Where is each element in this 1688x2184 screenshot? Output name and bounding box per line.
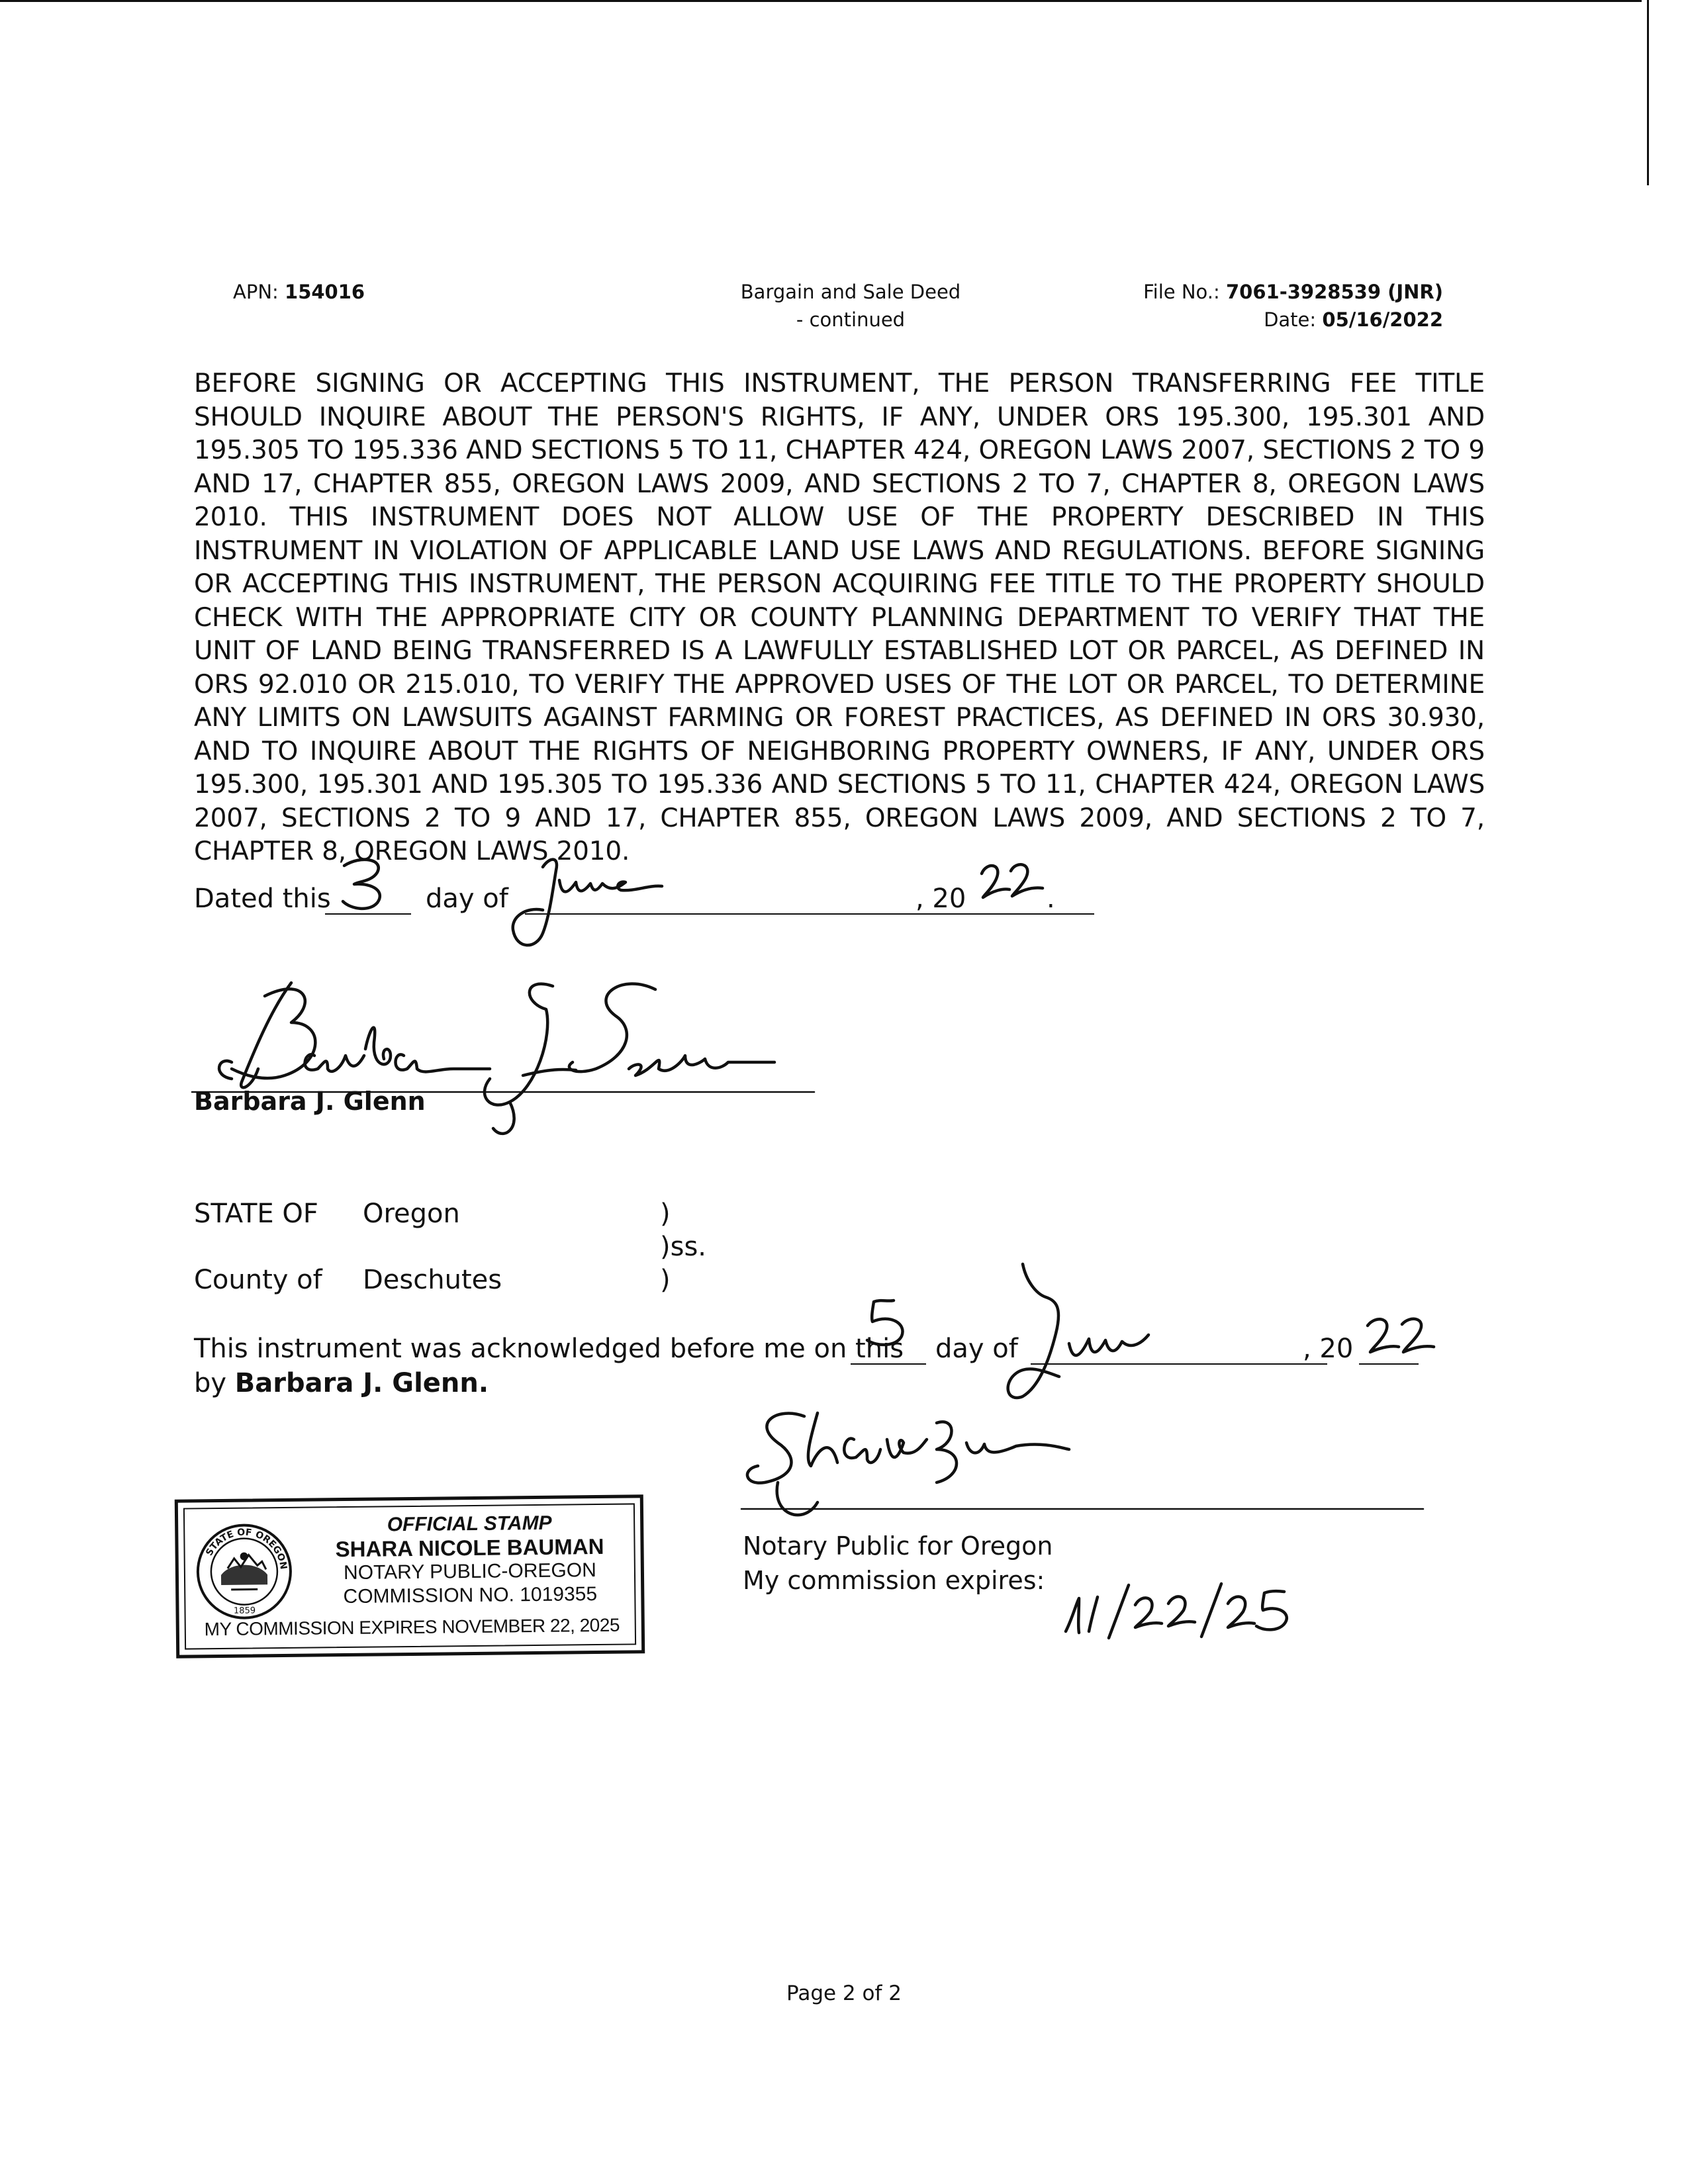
state-label: STATE OF xyxy=(194,1199,318,1229)
ack-year-handwriting xyxy=(1362,1314,1442,1367)
dated-year-prefix: , 20 xyxy=(915,884,966,914)
ss-marker: )ss. xyxy=(660,1232,706,1262)
ack-by-line xyxy=(194,1366,489,1400)
seal-year: 1859 xyxy=(233,1606,256,1616)
county-value: Deschutes xyxy=(363,1265,502,1295)
file-value: 7061-3928539 (JNR) xyxy=(1226,281,1443,303)
paren-bottom: ) xyxy=(660,1265,671,1295)
stamp-line-commission: COMMISSION NO. 1019355 xyxy=(343,1583,598,1608)
stamp-line-official: OFFICIAL STAMP xyxy=(387,1512,552,1536)
dated-year-blank xyxy=(976,913,1045,915)
ack-by-suffix: . xyxy=(478,1368,489,1398)
notary-title: Notary Public for Oregon xyxy=(743,1531,1053,1561)
doc-title: Bargain and Sale Deed xyxy=(740,281,961,303)
county-label: County of xyxy=(194,1265,322,1295)
apn-label: APN: xyxy=(233,281,285,303)
seal-ring-text xyxy=(194,1522,295,1622)
grantor-name: Barbara J. Glenn xyxy=(194,1087,426,1116)
scan-edge-right xyxy=(1647,0,1649,185)
doc-subtitle: - continued xyxy=(796,308,906,331)
dated-prefix: Dated this xyxy=(194,884,331,914)
grantor-signature xyxy=(192,970,841,1142)
scan-edge-top xyxy=(0,0,1642,2)
doc-title-block xyxy=(712,278,990,334)
notary-commission-label: My commission expires: xyxy=(743,1566,1045,1595)
ack-day-handwriting xyxy=(854,1294,927,1360)
dated-year-handwriting xyxy=(976,854,1049,913)
file-no xyxy=(1046,278,1443,306)
official-stamp xyxy=(175,1494,645,1658)
apn-value: 154016 xyxy=(285,281,365,303)
page-number: Page 2 of 2 xyxy=(786,1981,902,2005)
ack-day-of: day of xyxy=(935,1334,1018,1364)
apn xyxy=(233,278,365,306)
statutory-disclaimer: BEFORE SIGNING OR ACCEPTING THIS INSTRUMENT, THE PERSON TRANSFERRING FEE TITLE SHOULD INQUIRE ABOUT THE PERSON'S RIGHTS, IF ANY, UNDER ORS 195.300, 195.301 AND 195.305 TO 195.336 AND SECTIONS 5 TO 11, CHAPTER 424, OREGON LAWS 2007, SECTIONS 2 TO 9 AND 17, CHAPTER 855, OREGON LAWS 2009, AND SECTIONS 2 TO 7, CHAPTER 8, OREGON LAWS 2010. THIS INSTRUMENT DOES NOT ALLOW USE OF THE PROPERTY DESCRIBED IN THIS INSTRUMENT IN VIOLATION OF APPLICABLE LAND USE LAWS AND REGULATIONS. BEFORE SIGNING OR ACCEPTING THIS INSTRUMENT, THE PERSON ACQUIRING FEE TITLE TO THE PROPERTY SHOULD CHECK WITH THE APPROPRIATE CITY OR COUNTY PLANNING DEPARTMENT TO VERIFY THAT THE UNIT OF LAND BEING TRANSFERRED IS A LAWFULLY ESTABLISHED LOT OR PARCEL, AS DEFINED IN ORS 92.010 OR 215.010, TO VERIFY THE APPROVED USES OF THE LOT OR PARCEL, TO DETERMINE ANY LIMITS ON LAWSUITS AGAINST FARMING OR FOREST PRACTICES, AS DEFINED IN ORS 30.930, AND TO INQUIRE ABOUT THE RIGHTS OF NEIGHBORING PROPERTY OWNERS, IF ANY, UNDER ORS 195.300, 195.301 AND 195.305 TO 195.336 AND SECTIONS 5 TO 11, CHAPTER 424, OREGON LAWS 2007, SECTIONS 2 TO 9 AND 17, CHAPTER 855, OREGON LAWS 2009, AND SECTIONS 2 TO 7, CHAPTER 8, OREGON LAWS 2010. xyxy=(194,369,1485,866)
dated-month-handwriting xyxy=(503,844,702,956)
paren-top: ) xyxy=(660,1199,671,1229)
dated-day-handwriting xyxy=(331,854,404,920)
ack-text: This instrument was acknowledged before me on this xyxy=(194,1334,904,1364)
ack-by: by xyxy=(194,1368,235,1398)
ack-day-blank xyxy=(851,1363,926,1365)
notary-signature xyxy=(738,1403,1427,1522)
ack-by-name: Barbara J. Glenn xyxy=(234,1368,479,1398)
seal-top-text: STATE OF OREGON xyxy=(204,1527,289,1570)
ack-line xyxy=(194,1332,1452,1371)
stamp-line-name: SHARA NICOLE BAUMAN xyxy=(335,1533,604,1562)
date-label: Date: xyxy=(1264,308,1323,331)
stamp-line-expires: MY COMMISSION EXPIRES NOVEMBER 22, 2025 xyxy=(204,1614,620,1640)
file-block xyxy=(1046,278,1443,334)
dated-suffix: . xyxy=(1047,884,1055,914)
dated-day-of: day of xyxy=(426,884,508,914)
ack-year-prefix: , 20 xyxy=(1303,1334,1354,1364)
file-label: File No.: xyxy=(1143,281,1226,303)
file-date xyxy=(1046,306,1443,334)
svg-text:STATE OF OREGON xyxy=(204,1527,289,1571)
ack-month-handwriting xyxy=(996,1261,1195,1413)
state-value: Oregon xyxy=(363,1199,460,1229)
notary-commission-date xyxy=(1059,1578,1311,1651)
date-value: 05/16/2022 xyxy=(1322,308,1443,331)
stamp-line-notary: NOTARY PUBLIC-OREGON xyxy=(343,1559,596,1584)
